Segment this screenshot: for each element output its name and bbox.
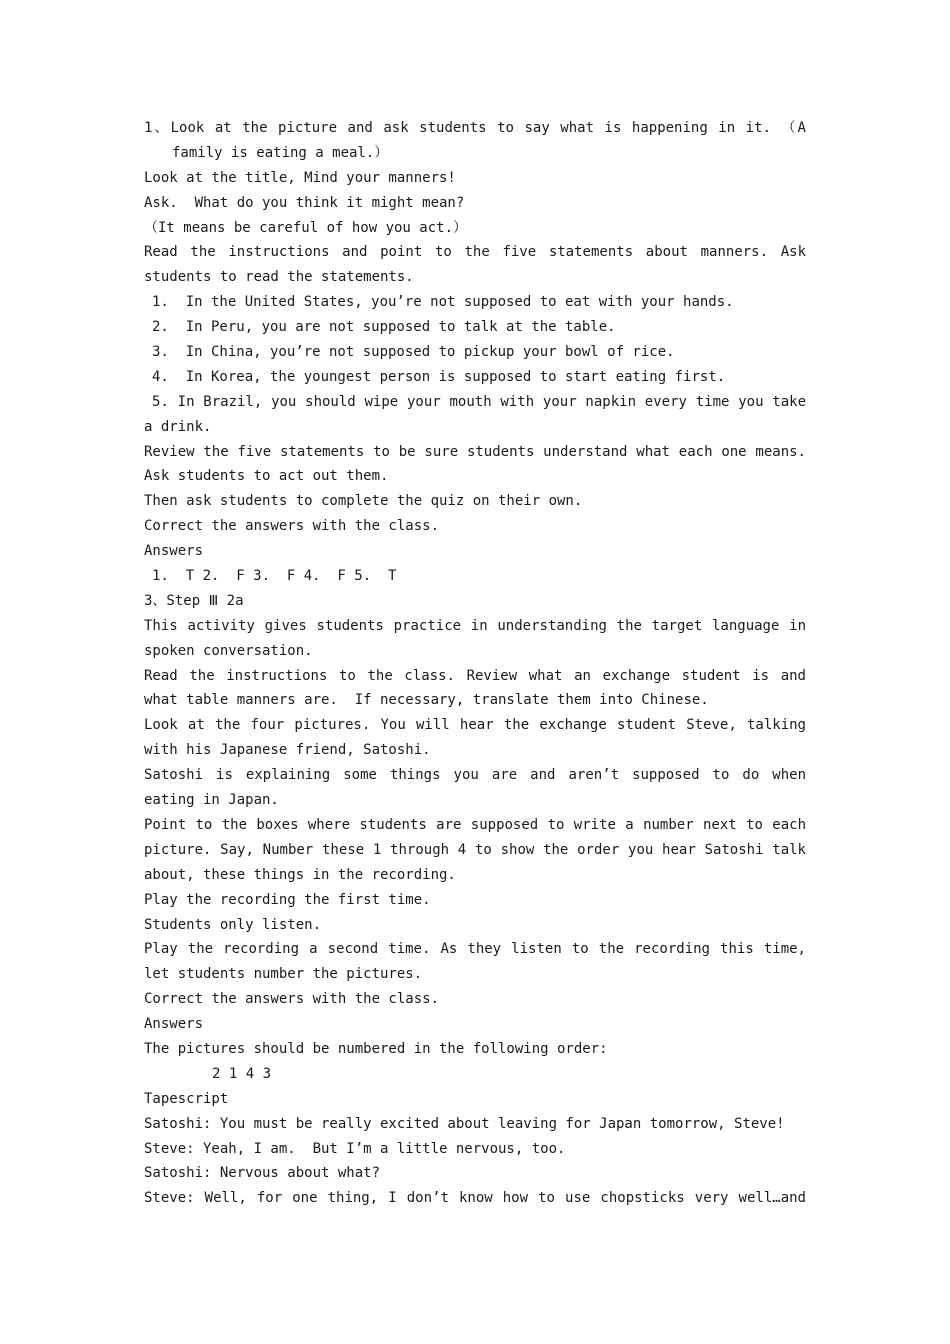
dialogue-line: Satoshi: Nervous about what? [144,1165,381,1182]
text-line: eating in Japan. [144,792,279,809]
answers-line: 1. T 2. F 3. F 4. F 5. T [152,568,397,585]
text-line: This activity gives students practice in understanding the target language in [144,617,806,634]
text-line: picture. Say, Number these 1 through 4 to show the order you hear Satoshi talk [144,841,806,858]
document-page [144,116,806,1211]
list-item: 3. In China, you’re not supposed to pickup your bowl of rice. [152,344,675,361]
text-line: Then ask students to complete the quiz on their own. [144,493,583,510]
dialogue-line: Satoshi: You must be really excited about leaving for Japan tomorrow, Steve! [144,1115,785,1132]
text-line: Look at the title, Mind your manners! [144,169,456,186]
list-item: 1. In the United States, you’re not supposed to eat with your hands. [152,294,734,311]
text-line: a drink. [144,418,212,435]
text-line: Ask students to act out them. [144,468,389,485]
text-line: （It means be careful of how you act.） [144,219,468,236]
section-heading: Answers [144,1016,204,1033]
text-line: Students only listen. [144,916,322,933]
text-line: with his Japanese friend, Satoshi. [144,742,431,759]
text-line: Correct the answers with the class. [144,518,440,535]
text-line: Point to the boxes where students are supposed to write a number next to each [144,816,806,833]
text-line: Correct the answers with the class. [144,991,440,1008]
text-line: Play the recording a second time. As they listen to the recording this time, [144,941,806,958]
text-line: Review the five statements to be sure students understand what each one means. [144,443,806,460]
text-line: Read the instructions and point to the five statements about manners. Ask [144,244,806,261]
dialogue-line: Steve: Well, for one thing, I don’t know how to use chopsticks very well…and [144,1190,806,1207]
section-heading: 3、Step Ⅲ 2a [144,592,244,609]
text-line: students to read the statements. [144,269,414,286]
text-line: The pictures should be numbered in the following order: [144,1040,608,1057]
text-line: Look at the four pictures. You will hear the exchange student Steve, talking [144,717,806,734]
text-line: spoken conversation. [144,642,313,659]
text-line: family is eating a meal.） [172,144,389,161]
dialogue-line: Steve: Yeah, I am. But I’m a little nervous, too. [144,1140,566,1157]
text-line: Read the instructions to the class. Review what an exchange student is and [144,667,806,684]
text-line: Satoshi is explaining some things you are and aren’t supposed to do when [144,767,806,784]
list-item: 2. In Peru, you are not supposed to talk at the table. [152,319,616,336]
section-heading: Answers [144,543,204,560]
text-line: 1、Look at the picture and ask students to say what is happening in it. （A [144,120,806,136]
text-line: Play the recording the first time. [144,891,431,908]
answers-line: 2 1 4 3 [212,1065,272,1082]
list-item: 5. In Brazil, you should wipe your mouth with your napkin every time you take [152,393,806,410]
text-line: about, these things in the recording. [144,866,456,883]
list-item: 4. In Korea, the youngest person is supposed to start eating first. [152,368,726,385]
text-line: let students number the pictures. [144,966,423,983]
text-line: what table manners are. If necessary, translate them into Chinese. [144,692,709,709]
text-line: Ask. What do you think it might mean? [144,194,465,211]
section-heading: Tapescript [144,1090,229,1107]
